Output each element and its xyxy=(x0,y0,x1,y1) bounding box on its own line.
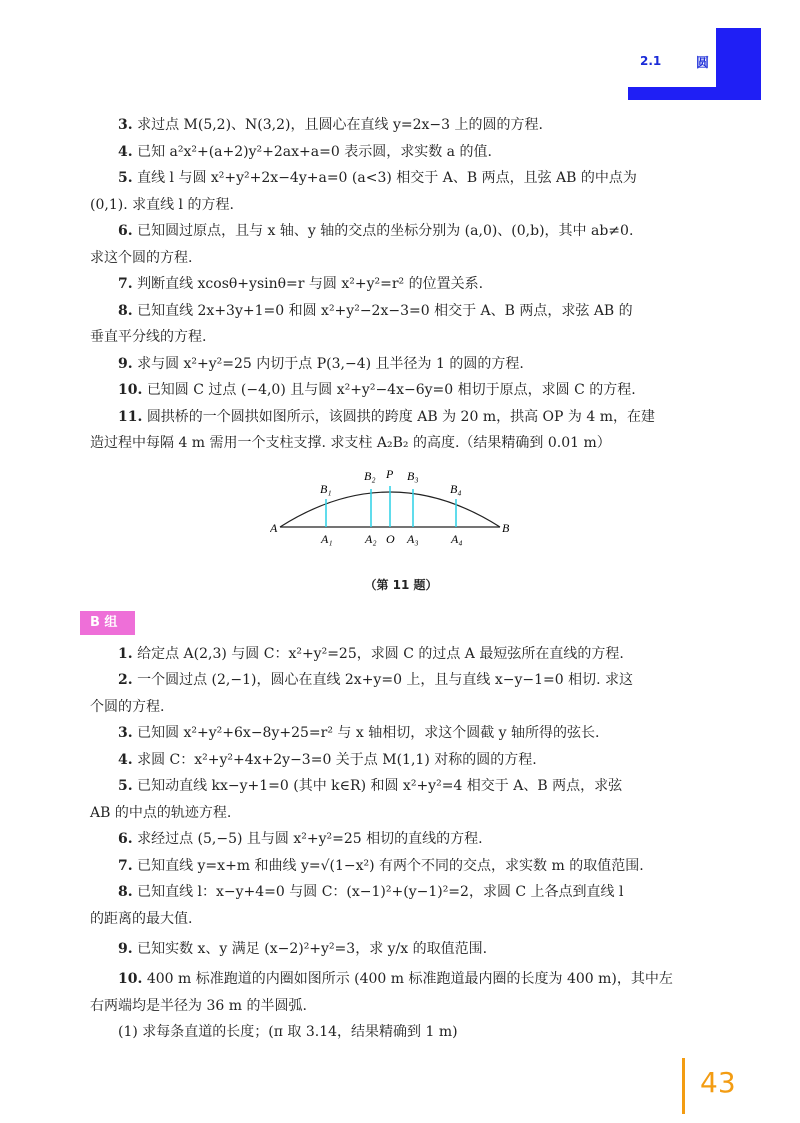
problem-a-9 xyxy=(90,351,712,378)
page-number: 43 xyxy=(700,1066,736,1099)
problem-text: 判断直线 xcosθ+ysinθ=r 与圆 x²+y²=r² 的位置关系. xyxy=(137,276,484,292)
problem-number: 6. xyxy=(118,223,133,239)
problem-number: 5. xyxy=(118,170,133,186)
problem-number: 3. xyxy=(118,725,133,741)
problem-number: 5. xyxy=(118,778,133,794)
section-number: 2.1 xyxy=(640,54,662,68)
problem-b-1 xyxy=(90,641,712,668)
problem-number: 7. xyxy=(118,276,133,292)
label-b2: B₂ xyxy=(364,468,376,483)
label-b1: B₁ xyxy=(320,481,332,496)
label-b4: B₄ xyxy=(450,481,462,496)
problem-b-7 xyxy=(90,853,712,880)
problem-number: 4. xyxy=(118,143,133,160)
arch-diagram xyxy=(270,463,530,558)
problem-number: 2. xyxy=(118,672,133,688)
problem-text: 已知动直线 kx−y+1=0 (其中 k∈R) 和圆 x²+y²=4 相交于 A、B 两点，求弦 xyxy=(137,778,623,794)
problem-text-cont: 垂直平分线的方程. xyxy=(90,329,207,345)
problem-text: 一个圆过点 (2,−1)，圆心在直线 2x+y=0 上，且与直线 x−y−1=0 相切. 求这 xyxy=(137,672,634,688)
problem-text: 已知圆 x²+y²+6x−8y+25=r² 与 x 轴相切，求这个圆截 y 轴所得的弦长. xyxy=(137,725,600,741)
problem-text-cont: (0,1). 求直线 l 的方程. xyxy=(90,196,234,213)
problem-number: 1. xyxy=(118,645,133,662)
problem-text: 求经过点 (5,−5) 且与圆 x²+y²=25 相切的直线的方程. xyxy=(137,831,483,847)
problem-text: 已知直线 l：x−y+4=0 与圆 C：(x−1)²+(y−1)²=2，求圆 C 上各点到直线 l xyxy=(137,884,624,900)
problem-text: 圆拱桥的一个圆拱如图所示，该圆拱的跨度 AB 为 20 m，拱高 OP 为 4 m，在建 xyxy=(146,408,655,425)
label-o: O xyxy=(386,531,395,546)
problem-b-4 xyxy=(90,747,712,774)
problem-b-5 xyxy=(90,773,712,826)
problem-number: 4. xyxy=(118,751,133,768)
problem-a-6 xyxy=(90,218,712,271)
problem-text: 400 m 标准跑道的内圈如图所示 (400 m 标准跑道最内圈的长度为 400 m)，其中左 xyxy=(146,971,673,987)
problem-text-cont: 右两端均是半径为 36 m 的半圆弧. xyxy=(90,997,307,1014)
label-b3: B₃ xyxy=(407,468,419,483)
problem-b-10 xyxy=(90,966,712,1019)
problem-b-6 xyxy=(90,826,712,853)
problem-text: 求圆 C：x²+y²+4x+2y−3=0 关于点 M(1,1) 对称的圆的方程. xyxy=(137,751,537,768)
arch-bridge-figure xyxy=(90,457,712,575)
label-b: B xyxy=(502,520,510,535)
problem-a-10 xyxy=(90,377,712,404)
problem-text-cont: 个圆的方程. xyxy=(90,698,165,715)
problem-number: 9. xyxy=(118,941,133,957)
page-number-bar xyxy=(682,1058,685,1114)
group-b-badge: B 组 xyxy=(80,611,135,635)
problem-b-9 xyxy=(90,932,712,966)
problem-number: 11. xyxy=(118,408,143,425)
problem-text: 直线 l 与圆 x²+y²+2x−4y+a=0 (a<3) 相交于 A、B 两点，且弦 AB 的中点为 xyxy=(137,170,637,186)
label-a2: A₂ xyxy=(365,531,377,546)
problem-text: 已知直线 2x+3y+1=0 和圆 x²+y²−2x−3=0 相交于 A、B 两点，求弦 AB 的 xyxy=(137,302,633,319)
problem-text: 已知 a²x²+(a+2)y²+2ax+a=0 表示圆，求实数 a 的值. xyxy=(137,143,492,160)
problem-number: 10. xyxy=(118,382,143,398)
label-a: A xyxy=(270,520,278,535)
problem-text-cont: 求这个圆的方程. xyxy=(90,249,193,266)
label-a3: A₃ xyxy=(407,531,419,546)
problem-number: 10. xyxy=(118,971,143,987)
problem-text: 已知实数 x、y 满足 (x−2)²+y²=3，求 y/x 的取值范围. xyxy=(137,941,488,957)
subquestion-1: (1) 求每条直道的长度；(π 取 3.14，结果精确到 1 m) xyxy=(118,1024,458,1040)
problem-number: 3. xyxy=(118,117,133,133)
problem-number: 8. xyxy=(118,302,133,319)
label-p: P xyxy=(386,466,394,481)
problem-text: 给定点 A(2,3) 与圆 C：x²+y²=25，求圆 C 的过点 A 最短弦所在直线的方程. xyxy=(137,645,624,662)
problem-a-3 xyxy=(90,112,712,139)
problem-text: 求过点 M(5,2)、N(3,2)，且圆心在直线 y=2x−3 上的圆的方程. xyxy=(137,117,543,133)
label-a4: A₄ xyxy=(451,531,463,546)
problem-a-5 xyxy=(90,165,712,218)
problem-text-cont: AB 的中点的轨迹方程. xyxy=(90,804,232,821)
page-content xyxy=(90,112,712,1046)
problem-number: 6. xyxy=(118,831,133,847)
problem-a-8 xyxy=(90,298,712,351)
problem-b-2 xyxy=(90,667,712,720)
problem-text-cont: 的距离的最大值. xyxy=(90,910,193,927)
problem-text: 求与圆 x²+y²=25 内切于点 P(3,−4) 且半径为 1 的圆的方程. xyxy=(137,355,524,372)
problem-text: 已知圆 C 过点 (−4,0) 且与圆 x²+y²−4x−6y=0 相切于原点，求圆 C 的方程. xyxy=(146,382,636,398)
problem-text: 已知圆过原点，且与 x 轴、y 轴的交点的坐标分别为 (a,0)、(0,b)，其中 ab≠0. xyxy=(137,223,634,239)
problem-a-11 xyxy=(90,404,712,457)
problem-b-3 xyxy=(90,720,712,747)
problem-number: 7. xyxy=(118,857,133,874)
label-a1: A₁ xyxy=(321,531,333,546)
figure-caption: （第 11 题） xyxy=(364,577,438,592)
problem-number: 8. xyxy=(118,884,133,900)
problem-number: 9. xyxy=(118,355,133,372)
problem-a-4 xyxy=(90,139,712,166)
problem-a-7 xyxy=(90,271,712,298)
section-title: 圆 xyxy=(696,56,710,71)
problem-b-8 xyxy=(90,879,712,932)
problem-text: 已知直线 y=x+m 和曲线 y=√(1−x²) 有两个不同的交点，求实数 m 的取值范围. xyxy=(137,857,644,874)
problem-text-cont: 造过程中每隔 4 m 需用一个支柱支撑. 求支柱 A₂B₂ 的高度.（结果精确到 0.01 m） xyxy=(90,435,611,451)
